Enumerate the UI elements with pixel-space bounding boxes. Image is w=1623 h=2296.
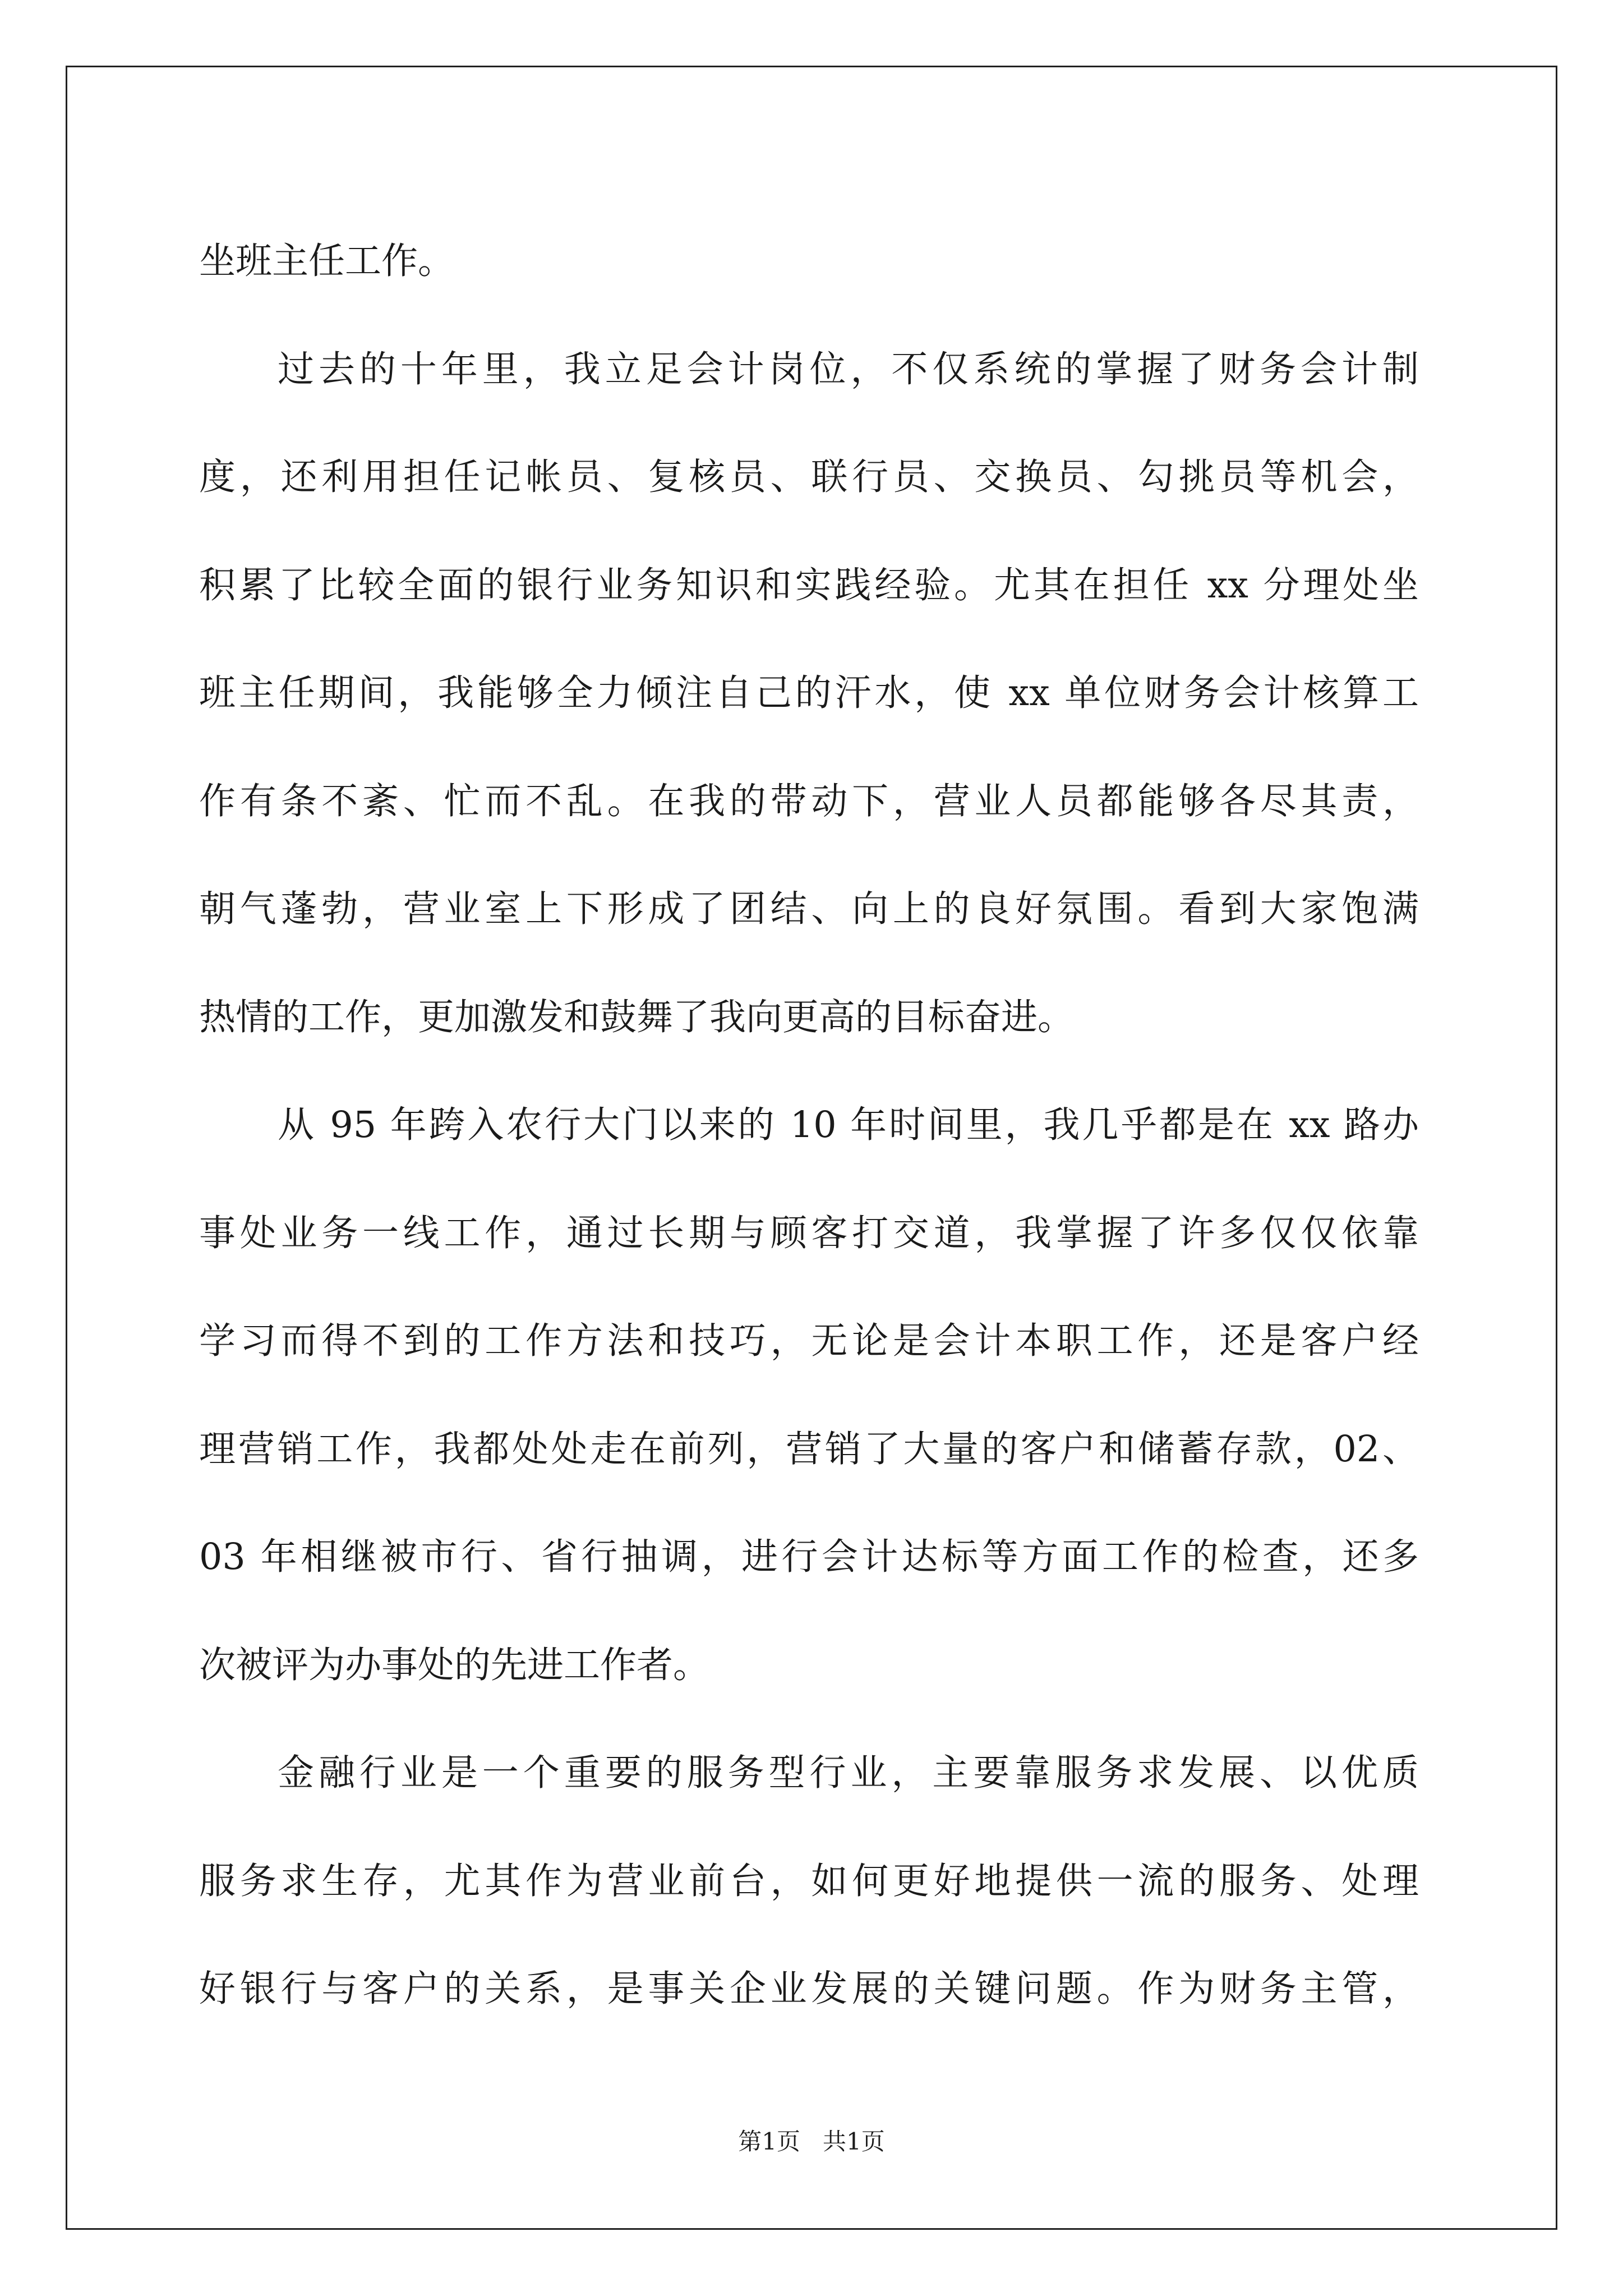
text-line: 03 年相继被市行、省行抽调，进行会计达标等方面工作的检查，还多: [199, 1536, 1419, 1578]
text-line: 理营销工作，我都处处走在前列，营销了大量的客户和储蓄存款，02、: [199, 1428, 1419, 1470]
text-line: 积累了比较全面的银行业务知识和实践经验。尤其在担任 xx 分理处坐: [199, 564, 1419, 606]
text-line: 金融行业是一个重要的服务型行业，主要靠服务求发展、以优质: [278, 1752, 1419, 1794]
text-line: 服务求生存，尤其作为营业前台，如何更好地提供一流的服务、处理: [199, 1860, 1419, 1902]
text-line: 次被评为办事处的先进工作者。: [199, 1644, 710, 1686]
text-line: 好银行与客户的关系，是事关企业发展的关键问题。作为财务主管，: [199, 1968, 1419, 2010]
text-line: 坐班主任工作。: [199, 240, 455, 282]
text-line: 学习而得不到的工作方法和技巧，无论是会计本职工作，还是客户经: [199, 1320, 1419, 1362]
text-line: 作有条不紊、忙而不乱。在我的带动下，营业人员都能够各尽其责，: [199, 780, 1419, 822]
document-body: [199, 208, 1419, 2044]
text-line: 事处业务一线工作，通过长期与顾客打交道，我掌握了许多仅仅依靠: [199, 1212, 1419, 1254]
text-line: 朝气蓬勃，营业室上下形成了团结、向上的良好氛围。看到大家饱满: [199, 888, 1419, 930]
text-line: 过去的十年里，我立足会计岗位，不仅系统的掌握了财务会计制: [278, 348, 1419, 390]
text-line: 热情的工作，更加激发和鼓舞了我向更高的目标奋进。: [199, 996, 1075, 1038]
text-line: 班主任期间，我能够全力倾注自己的汗水，使 xx 单位财务会计核算工: [199, 672, 1419, 714]
text-line: 从 95 年跨入农行大门以来的 10 年时间里，我几乎都是在 xx 路办: [278, 1104, 1419, 1146]
text-line: 度，还利用担任记帐员、复核员、联行员、交换员、勾挑员等机会，: [199, 456, 1419, 498]
page-footer: 第1页 共1页: [738, 2128, 885, 2155]
